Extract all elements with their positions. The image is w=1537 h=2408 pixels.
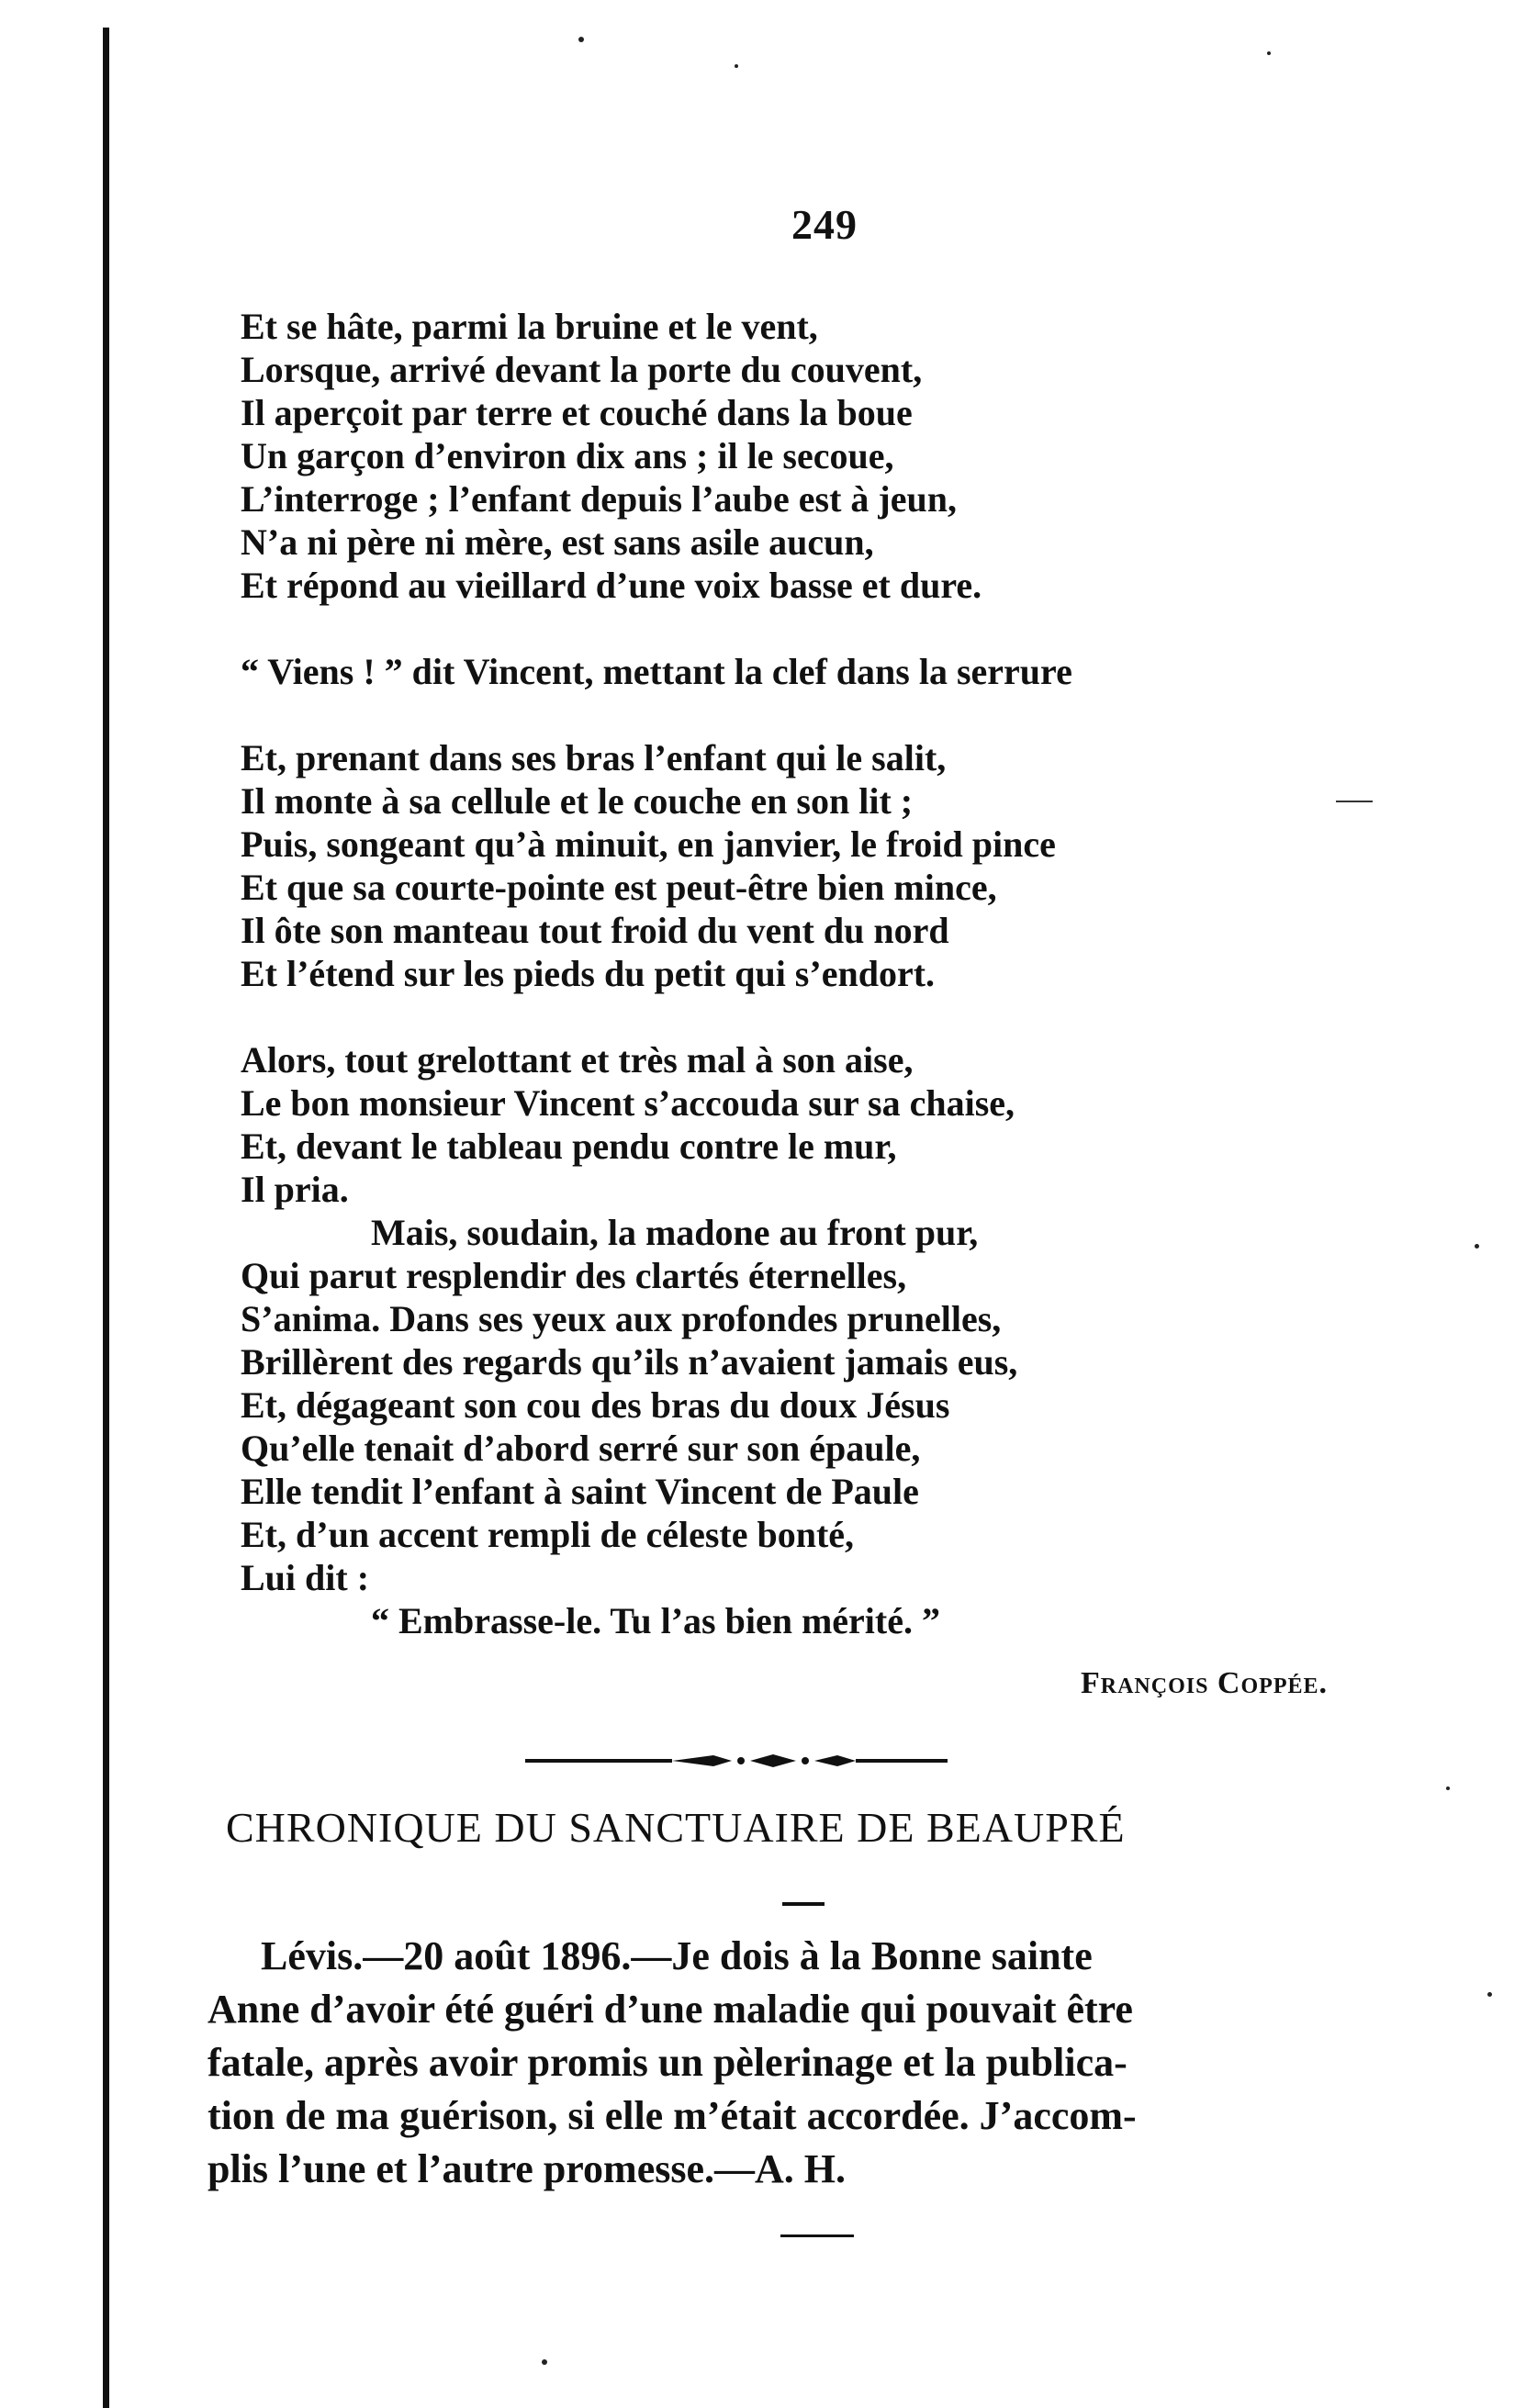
chronicle-line: fatale, après avoir promis un pèlerinage et la publica-: [208, 2040, 1128, 2085]
poem-line: Il monte à sa cellule et le couche en son lit ;: [241, 780, 914, 822]
stanza-break: [241, 995, 1379, 1038]
poem-line: Qu’elle tenait d’abord serré sur son épaule,: [241, 1428, 921, 1469]
scan-speck: [735, 64, 738, 68]
poem-line: Qui parut resplendir des clartés éternelles,: [241, 1255, 907, 1296]
poem-line: Elle tendit l’enfant à saint Vincent de Paule: [241, 1471, 919, 1512]
page-number: 249: [791, 201, 858, 248]
poem-line: Et l’étend sur les pieds du petit qui s’endort.: [241, 953, 936, 994]
poem-line: Brillèrent des regards qu’ils n’avaient jamais eus,: [241, 1341, 1018, 1383]
poem-line: S’anima. Dans ses yeux aux profondes prunelles,: [241, 1298, 1002, 1339]
poem-line: Et, dégageant son cou des bras du doux Jésus: [241, 1384, 950, 1426]
chronicle-paragraph: [208, 1930, 1419, 2196]
scan-speck: [1267, 51, 1271, 55]
chronicle-line: Lévis.—20 août 1896.—Je dois à la Bonne sainte: [261, 1933, 1093, 1978]
heading-rule: [782, 1902, 825, 1906]
poem-line: Il aperçoit par terre et couché dans la boue: [241, 392, 913, 433]
scan-mark: [1336, 801, 1373, 802]
poem-line: “ Viens ! ” dit Vincent, mettant la clef dans la serrure: [241, 651, 1072, 692]
scan-speck: [1475, 1244, 1479, 1249]
scan-speck: [1446, 1786, 1450, 1790]
scan-speck: [578, 37, 584, 42]
poem-line: Et répond au vieillard d’une voix basse et dure.: [241, 565, 982, 606]
scan-speck: [542, 2359, 547, 2365]
poem-line: Lui dit :: [241, 1557, 370, 1598]
poem-line: “ Embrasse-le. Tu l’as bien mérité. ”: [371, 1600, 940, 1641]
poem-line: Lorsque, arrivé devant la porte du couvent,: [241, 349, 923, 390]
chronicle-heading: CHRONIQUE DU SANCTUAIRE DE BEAUPRÉ: [226, 1804, 1126, 1851]
closing-rule: [780, 2234, 854, 2237]
poem-line: Et, d’un accent rempli de céleste bonté,: [241, 1514, 855, 1555]
chronicle-line: tion de ma guérison, si elle m’était accordée. J’accom-: [208, 2093, 1137, 2138]
chronicle-line: Anne d’avoir été guéri d’une maladie qui pouvait être: [208, 1987, 1133, 2032]
ornamental-divider: [525, 1747, 948, 1775]
poem-line: Puis, songeant qu’à minuit, en janvier, le froid pince: [241, 823, 1056, 865]
poem-line: N’a ni père ni mère, est sans asile aucun,: [241, 521, 874, 563]
poem-line: Il pria.: [241, 1169, 349, 1210]
poem-line: Et que sa courte-pointe est peut-être bien mince,: [241, 867, 997, 908]
stanza-break: [241, 693, 1379, 736]
stanza-break: [241, 607, 1379, 650]
poem-line: Un garçon d’environ dix ans ; il le secoue,: [241, 435, 894, 476]
page-binding-edge: [103, 28, 109, 2408]
poem-text: [241, 305, 1379, 1642]
scan-speck: [1487, 1992, 1492, 1997]
poem-author-signature: François Coppée.: [1080, 1666, 1328, 1700]
poem-line: Et, prenant dans ses bras l’enfant qui le salit,: [241, 737, 947, 778]
poem-line: Et, devant le tableau pendu contre le mur,: [241, 1126, 897, 1167]
poem-line: Le bon monsieur Vincent s’accouda sur sa chaise,: [241, 1082, 1015, 1124]
poem-line: Alors, tout grelottant et très mal à son aise,: [241, 1039, 914, 1081]
poem-line: Et se hâte, parmi la bruine et le vent,: [241, 306, 818, 347]
poem-line: Mais, soudain, la madone au front pur,: [371, 1212, 979, 1253]
chronicle-line: plis l’une et l’autre promesse.—A. H.: [208, 2146, 846, 2191]
poem-line: Il ôte son manteau tout froid du vent du nord: [241, 910, 949, 951]
poem-line: L’interroge ; l’enfant depuis l’aube est à jeun,: [241, 478, 957, 520]
